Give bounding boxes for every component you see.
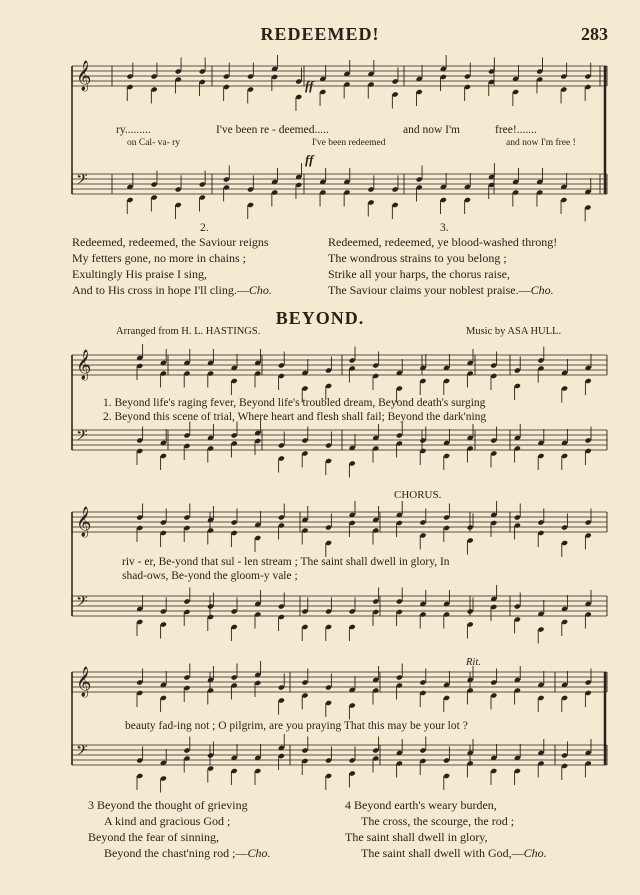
verse-line: Redeemed, redeemed, the Saviour reigns — [72, 235, 269, 249]
lyric-text: free!....... — [495, 124, 537, 136]
chorus-ref: Cho. — [248, 283, 272, 297]
song-title-redeemed: REDEEMED! — [260, 24, 380, 44]
verse-block — [88, 797, 271, 861]
verse-line: Strike all your harps, the chorus raise, — [328, 267, 510, 281]
verse-block — [345, 797, 547, 861]
verse-line: The cross, the scourge, the rod ; — [361, 814, 515, 828]
svg-text:𝄞: 𝄞 — [76, 667, 92, 697]
verse-line: Exultingly His praise I sing, — [72, 267, 207, 281]
verse-block — [72, 234, 272, 298]
verse-line: 4 Beyond earth's weary burden, — [345, 798, 497, 812]
verse-line: Beyond the fear of sinning, — [88, 830, 219, 844]
lyric-text: beauty fad-ing not ; O pilgrim, are you praying That this may be your lot ? — [125, 720, 468, 732]
tempo-mark: Rit. — [466, 657, 481, 668]
lyric-text: 1. Beyond life's raging fever, Beyond life's troubled dream, Beyond death's surging — [103, 397, 486, 409]
svg-text:𝄢: 𝄢 — [76, 593, 88, 614]
lyric-text: I've been redeemed — [312, 138, 386, 148]
dynamic-mark: ff — [305, 152, 314, 167]
verse-line: And to His cross in hope I'll cling.—Cho. — [72, 283, 272, 297]
verse-number: 3. — [440, 222, 449, 234]
lyric-text: 2. Beyond this scene of trial, Where heart and flesh shall fail; Beyond the dark'ning — [103, 411, 487, 423]
lyric-text: on Cal- va- ry — [127, 138, 181, 148]
verse-block — [328, 234, 557, 298]
arranger-credit: Arranged from H. L. HASTINGS. — [116, 326, 261, 337]
song-title-beyond: BEYOND. — [275, 308, 365, 328]
verse-line: The wondrous strains to you belong ; — [328, 251, 507, 265]
verse-line: 3 Beyond the thought of grieving — [88, 798, 248, 812]
chorus-ref: Cho. — [523, 846, 547, 860]
svg-text:𝄞: 𝄞 — [76, 61, 92, 91]
svg-text:𝄞: 𝄞 — [76, 507, 92, 537]
verse-line: Beyond the chast'ning rod ;—Cho. — [104, 846, 271, 860]
verse-number: 2. — [200, 222, 209, 234]
dynamic-mark: ff — [305, 78, 314, 93]
lyric-text: ry......... — [116, 124, 151, 136]
svg-text:𝄢: 𝄢 — [76, 742, 88, 763]
lyric-text: shad-ows, Be-yond the gloom-y vale ; — [122, 570, 298, 582]
lyric-text: and now I'm free ! — [506, 138, 576, 148]
page-number: 283 — [581, 24, 608, 44]
lyric-text: and now I'm — [403, 124, 461, 136]
verse-line: A kind and gracious God ; — [104, 814, 231, 828]
chorus-label: CHORUS. — [394, 489, 442, 501]
svg-text:𝄢: 𝄢 — [76, 171, 88, 192]
verse-line: The saint shall dwell with God,—Cho. — [361, 846, 547, 860]
chorus-ref: Cho. — [530, 283, 554, 297]
lyric-text: I've been re - deemed..... — [216, 124, 329, 136]
verse-line: The Saviour claims your noblest praise.—Cho. — [328, 283, 554, 297]
svg-text:𝄞: 𝄞 — [76, 350, 92, 380]
composer-credit: Music by ASA HULL. — [466, 326, 562, 337]
verse-line: My fetters gone, no more in chains ; — [72, 251, 246, 265]
verse-line: Redeemed, redeemed, ye blood-washed throng! — [328, 235, 558, 249]
lyric-text: riv - er, Be-yond that sul - len stream ; The saint shall dwell in glory, In — [122, 556, 450, 568]
svg-text:𝄢: 𝄢 — [76, 427, 88, 448]
verse-line: The saint shall dwell in glory, — [345, 830, 488, 844]
chorus-ref: Cho. — [247, 846, 271, 860]
